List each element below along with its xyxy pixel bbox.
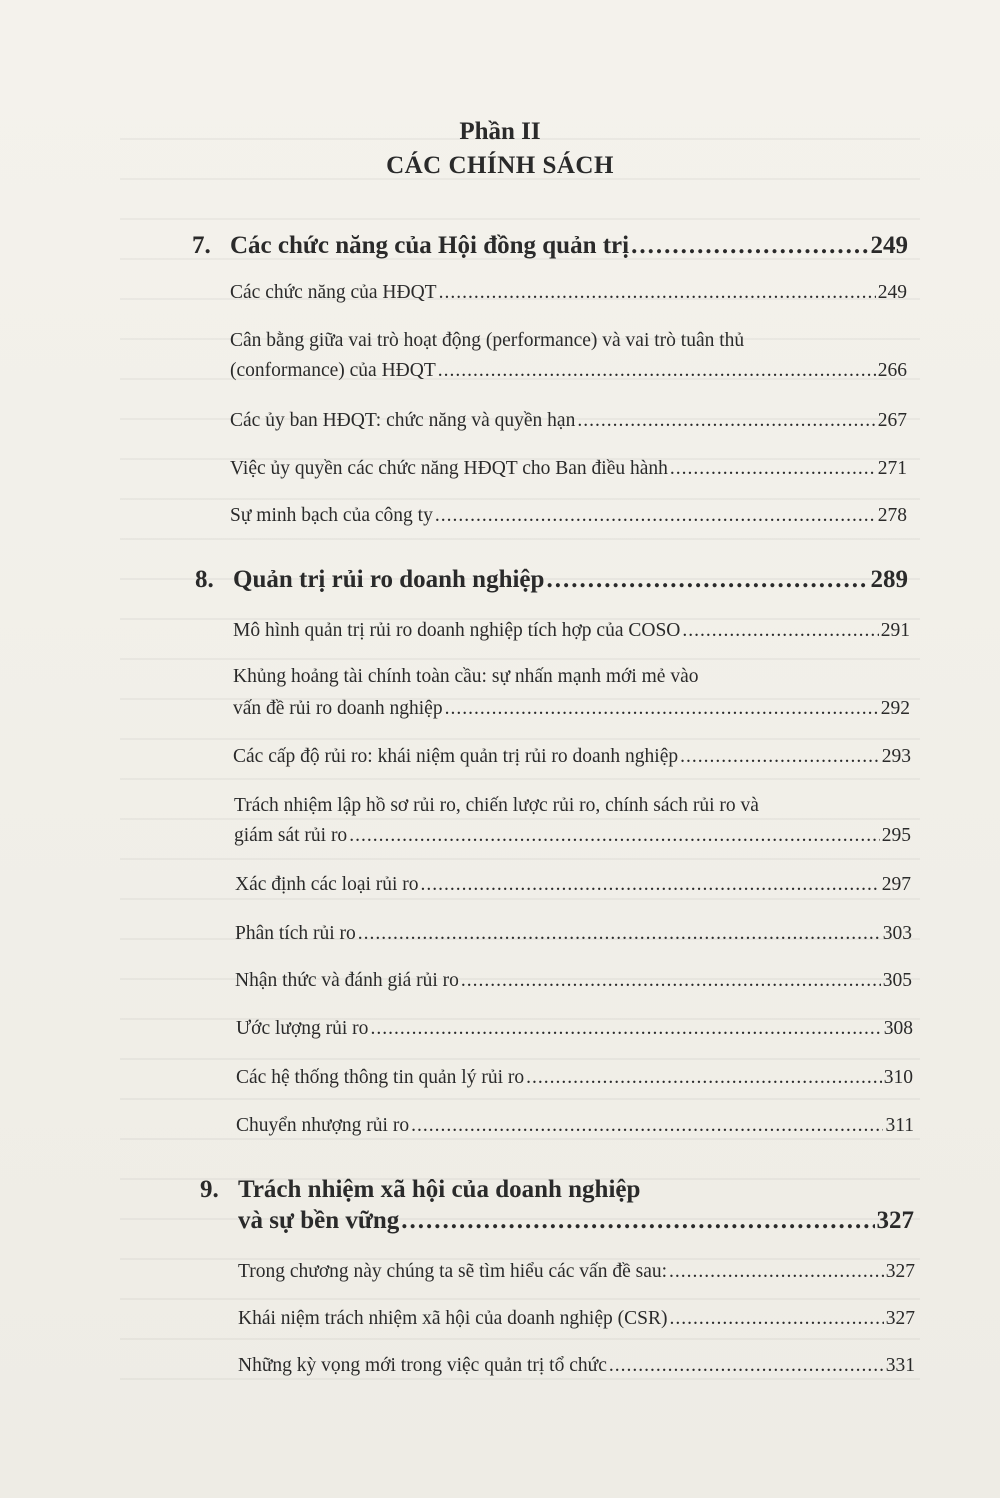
- toc-entry-page: 331: [885, 1355, 915, 1376]
- chapter-page-number: 289: [870, 566, 908, 593]
- chapter-number: 9.: [200, 1176, 219, 1203]
- toc-entry-title: Sự minh bạch của công ty: [230, 505, 433, 526]
- toc-entry[interactable]: [230, 505, 907, 527]
- chapter-title: Các chức năng của Hội đồng quản trị: [230, 232, 630, 259]
- toc-entry-page: 249: [877, 282, 907, 303]
- toc-entry-page: 266: [877, 360, 907, 381]
- leader-dots: [546, 566, 868, 594]
- toc-entry[interactable]: [233, 620, 910, 642]
- part-title: CÁC CHÍNH SÁCH: [386, 152, 614, 179]
- toc-entry[interactable]: [230, 458, 907, 480]
- toc-entry-title: Trong chương này chúng ta sẽ tìm hiểu các vấn đề sau:: [238, 1261, 668, 1282]
- toc-entry[interactable]: [233, 698, 910, 720]
- toc-entry[interactable]: [234, 825, 911, 847]
- toc-entry-page: 327: [885, 1261, 915, 1282]
- toc-entry-page: 308: [883, 1018, 913, 1039]
- toc-entry-title: Những kỳ vọng mới trong việc quản trị tổ chức: [238, 1355, 607, 1376]
- toc-entry[interactable]: [235, 970, 912, 992]
- toc-entry[interactable]: [235, 923, 912, 945]
- toc-entry[interactable]: [238, 1308, 915, 1330]
- toc-entry-title: giám sát rủi ro: [234, 825, 348, 846]
- chapter-heading[interactable]: [195, 566, 908, 594]
- leader-dots: [631, 232, 868, 260]
- toc-entry-title: Các ủy ban HĐQT: chức năng và quyền hạn: [230, 410, 576, 431]
- toc-entry-title-line1: Cân bằng giữa vai trò hoạt động (performance) và vai trò tuân thủ: [230, 330, 745, 351]
- toc-entry-title: (conformance) của HĐQT: [230, 360, 436, 381]
- toc-entry[interactable]: [238, 1261, 915, 1283]
- leader-dots: [358, 923, 881, 945]
- toc-entry-page: 310: [883, 1067, 913, 1088]
- toc-entry-page: 311: [885, 1115, 914, 1136]
- toc-entry[interactable]: [230, 410, 907, 432]
- toc-entry-page: 267: [877, 410, 907, 431]
- toc-entry[interactable]: [230, 282, 907, 304]
- leader-dots: [421, 874, 880, 896]
- leader-dots: [680, 746, 880, 768]
- toc-entry[interactable]: [235, 874, 911, 896]
- chapter-title: và sự bền vững: [238, 1207, 400, 1234]
- toc-entry-title: Nhận thức và đánh giá rủi ro: [235, 970, 459, 991]
- chapter-number: 7.: [192, 232, 211, 259]
- chapter-title-line1: Trách nhiệm xã hội của doanh nghiệp: [238, 1176, 641, 1203]
- toc-entry[interactable]: [230, 360, 907, 382]
- leader-dots: [401, 1207, 874, 1235]
- toc-entry-page: 305: [882, 970, 912, 991]
- toc-entry-title: Chuyển nhượng rủi ro: [236, 1115, 410, 1136]
- toc-entry-title: Ước lượng rủi ro: [236, 1018, 369, 1039]
- toc-entry-page: 327: [885, 1308, 915, 1329]
- leader-dots: [461, 970, 881, 992]
- leader-dots: [526, 1067, 882, 1089]
- chapter-page-number: 327: [876, 1207, 914, 1234]
- toc-entry[interactable]: [238, 1355, 915, 1377]
- toc-entry-title: Phân tích rủi ro: [235, 923, 356, 944]
- toc-entry[interactable]: [236, 1115, 914, 1137]
- toc-entry-page: 278: [877, 505, 907, 526]
- toc-entry[interactable]: [233, 746, 911, 768]
- toc-entry-title-line1: Trách nhiệm lập hồ sơ rủi ro, chiến lược rủi ro, chính sách rủi ro và: [234, 795, 759, 816]
- leader-dots: [669, 1308, 883, 1330]
- toc-entry-title: Các cấp độ rủi ro: khái niệm quản trị rủi ro doanh nghiệp: [233, 746, 679, 767]
- chapter-page-number: 249: [870, 232, 908, 259]
- toc-entry-page: 271: [877, 458, 907, 479]
- chapter-heading[interactable]: [238, 1207, 914, 1235]
- toc-entry-page: 291: [880, 620, 910, 641]
- leader-dots: [411, 1115, 883, 1137]
- leader-dots: [577, 410, 875, 432]
- toc-entry-title: Việc ủy quyền các chức năng HĐQT cho Ban điều hành: [230, 458, 668, 479]
- toc-entry-page: 292: [880, 698, 910, 719]
- toc-entry-title: Các hệ thống thông tin quản lý rủi ro: [236, 1067, 525, 1088]
- toc-entry-page: 303: [882, 923, 912, 944]
- toc-entry-title: Xác định các loại rủi ro: [235, 874, 419, 895]
- chapter-heading-line1: [200, 1176, 640, 1204]
- toc-entry-title: Các chức năng của HĐQT: [230, 282, 437, 303]
- toc-entry-title: Khái niệm trách nhiệm xã hội của doanh nghiệp (CSR): [238, 1308, 668, 1329]
- leader-dots: [349, 825, 880, 847]
- toc-entry-title-line1: Khủng hoảng tài chính toàn cầu: sự nhấn mạnh mới mẻ vào: [233, 666, 699, 687]
- leader-dots: [682, 620, 878, 642]
- leader-dots: [670, 458, 876, 480]
- toc-entry-page: 293: [881, 746, 911, 767]
- toc-entry-page: 295: [881, 825, 911, 846]
- toc-entry[interactable]: [236, 1018, 913, 1040]
- leader-dots: [435, 505, 876, 527]
- toc-entry-title: vấn đề rủi ro doanh nghiệp: [233, 698, 443, 719]
- chapter-title: Quản trị rủi ro doanh nghiệp: [233, 566, 545, 593]
- leader-dots: [438, 360, 876, 382]
- leader-dots: [439, 282, 876, 304]
- chapter-number: 8.: [195, 566, 214, 593]
- part-label: Phần II: [459, 118, 541, 145]
- leader-dots: [669, 1261, 884, 1283]
- toc-entry-title: Mô hình quản trị rủi ro doanh nghiệp tích hợp của COSO: [233, 620, 681, 641]
- leader-dots: [445, 698, 879, 720]
- toc-entry-page: 297: [881, 874, 911, 895]
- toc-entry[interactable]: [236, 1067, 913, 1089]
- leader-dots: [370, 1018, 881, 1040]
- chapter-heading[interactable]: [192, 232, 908, 260]
- leader-dots: [609, 1355, 884, 1377]
